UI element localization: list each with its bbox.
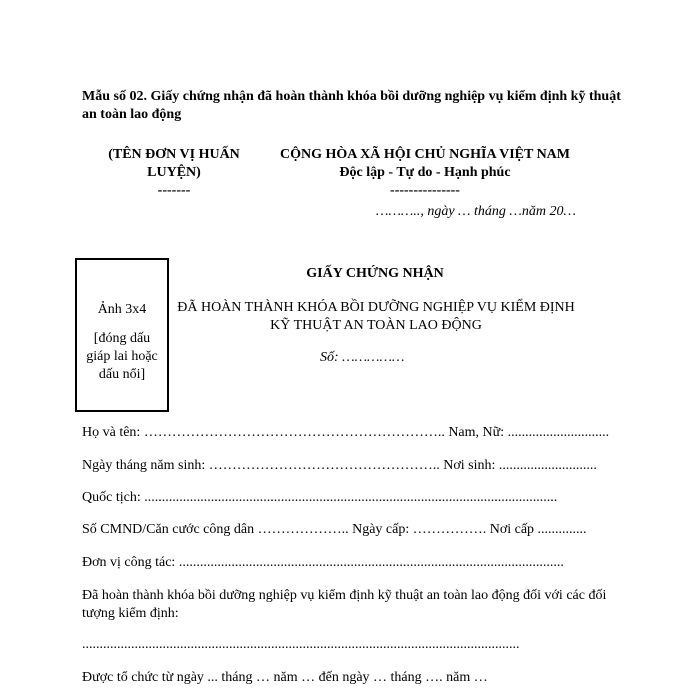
- field-id-card: Số CMND/Căn cước công dân ……………….. Ngày cấp: ……………. Nơi cấp ..............: [82, 522, 587, 537]
- certificate-number: Số: ……………: [320, 350, 405, 365]
- field-inspection-objects: .............................................................................................................................: [82, 637, 520, 652]
- field-nationality: Quốc tịch: ......................................................................................................................: [82, 490, 558, 505]
- field-completed-course: Đã hoàn thành khóa bồi dưỡng nghiệp vụ kiểm định kỹ thuật an toàn lao động đối với các đối tượng kiểm định:: [82, 588, 607, 621]
- certificate-title: GIẤY CHỨNG NHẬN: [306, 266, 444, 281]
- certificate-subtitle-line1: ĐÃ HOÀN THÀNH KHÓA BỒI DƯỠNG NGHIỆP VỤ KIỂM ĐỊNH: [177, 300, 575, 315]
- document-heading: Mẫu số 02. Giấy chứng nhận đã hoàn thành khóa bồi dưỡng nghiệp vụ kiểm định kỹ thuật an toàn lao động: [82, 89, 621, 122]
- national-header: [262, 146, 588, 200]
- field-full-name: Họ và tên: ……………………………………………………….. Nam, Nữ: .............................: [82, 425, 610, 440]
- field-course-period: Được tổ chức từ ngày ... tháng … năm … đến ngày … tháng …. năm …: [82, 670, 488, 685]
- nation-rule: ---------------: [390, 183, 460, 198]
- training-unit-name: (TÊN ĐƠN VỊ HUẤN LUYỆN): [108, 147, 240, 180]
- nation-motto: Độc lập - Tự do - Hạnh phúc: [339, 165, 511, 180]
- field-date-of-birth: Ngày tháng năm sinh: ………………………………………….. Nơi sinh: ............................: [82, 458, 597, 473]
- photo-placeholder: [75, 258, 169, 412]
- certificate-subtitle-line2: KỸ THUẬT AN TOÀN LAO ĐỘNG: [270, 318, 482, 333]
- photo-stamp-note: [đóng dấu giáp lai hoặc dấu nổi]: [86, 331, 158, 382]
- certificate-subtitle: [176, 299, 576, 335]
- training-unit-block: [90, 146, 258, 200]
- nation-title: CỘNG HÒA XÃ HỘI CHỦ NGHĨA VIỆT NAM: [279, 147, 570, 162]
- photo-size-label: Ảnh 3x4: [97, 302, 147, 317]
- field-workplace: Đơn vị công tác: ..............................................................................................................: [82, 555, 564, 570]
- place-date-line: ……….., ngày … tháng …năm 20…: [376, 204, 576, 219]
- training-unit-rule: -------: [157, 183, 191, 198]
